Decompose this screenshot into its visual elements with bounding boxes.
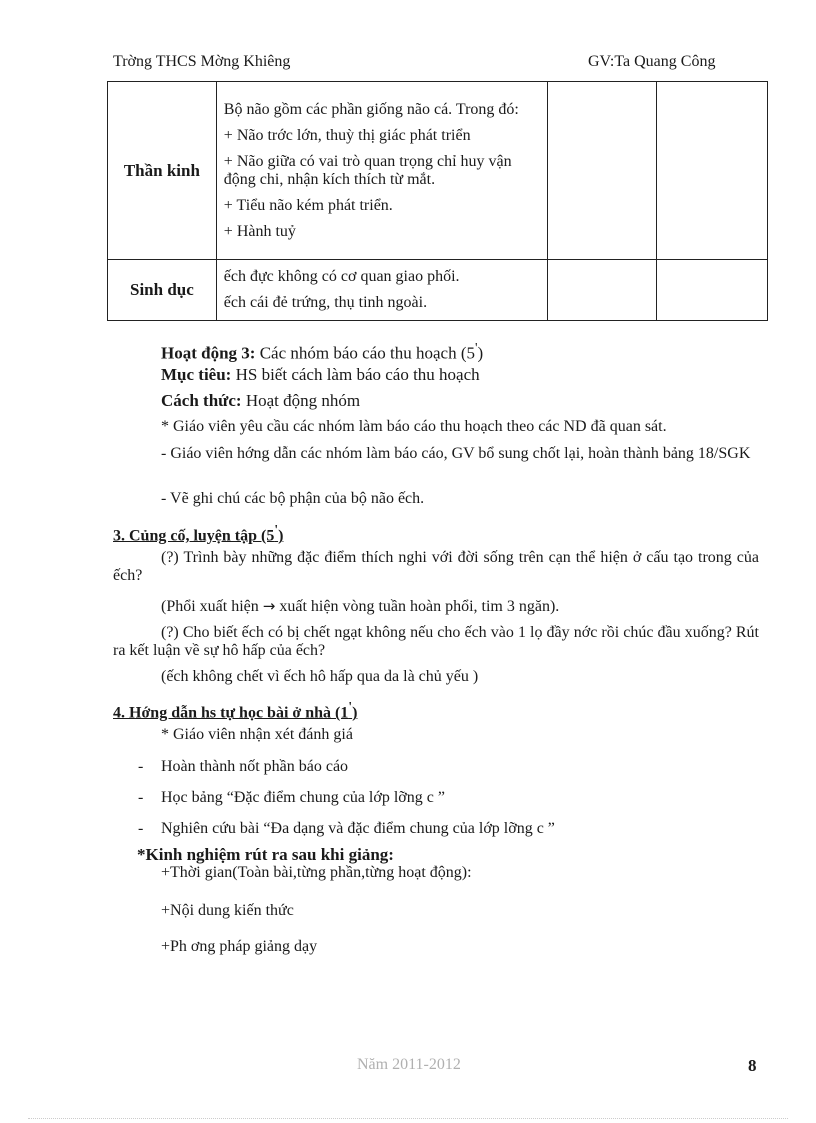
experience-line3: +Ph ơng pháp giảng dạy [161,938,318,955]
minute-mark: ' [474,340,478,356]
page-number: 8 [748,1056,757,1075]
activity3-line2: - Giáo viên hớng dẫn các nhóm làm báo cáo, GV bổ sung chốt lại, hoàn thành bảng 18/SGK [161,445,751,462]
section3-q1: (?) Trình bày những đặc điểm thích nghi với đời sống trên cạn thể hiện ở cấu tạo trong của ếch? [113,549,759,584]
experience-heading: *Kinh nghiệm rút ra sau khi giảng: [137,845,394,864]
header-teacher: GV:Ta Quang Công [588,53,716,70]
activity3-goal [161,366,480,384]
method-text: Hoạt động nhóm [241,391,361,410]
list-item [138,820,555,838]
empty-cell [656,260,767,321]
empty-cell [656,82,767,260]
activity3-method [161,392,360,410]
cell-line: + Hành tuỷ [223,222,296,240]
row-content [216,82,547,260]
section4-heading-text: 4. Hớng dẫn hs tự học bài ở nhà (1 [113,704,349,722]
section3-heading-text: 3. Củng cố, luyện tập (5 [113,527,275,545]
item-text: Hoàn thành nốt phần báo cáo [161,758,349,775]
section4-line0: * Giáo viên nhận xét đánh giá [161,726,353,743]
table-row [108,82,768,260]
footer-divider [28,1118,788,1119]
arrow-right-icon: → [262,597,276,615]
a1-end: xuất hiện vòng tuần hoàn phổi, tim 3 ngăn). [279,598,560,615]
list-item [138,789,445,807]
section3-a2: (ếch không chết vì ếch hô hấp qua da là chủ yếu ) [161,668,479,685]
paren-close: ) [278,527,284,545]
row-label: Sinh dục [108,260,217,321]
minute-mark: ' [348,699,353,714]
dash-bullet: - [138,820,144,837]
item-text: Học bảng “Đặc điểm chung của lớp lỡng c ” [161,789,445,806]
cell-line: + Tiểu não kém phát triển. [223,196,393,214]
list-item [138,758,348,776]
a1-start: (Phổi xuất hiện [161,598,259,615]
section3-heading [113,521,283,545]
cell-line: + Não trớc lớn, thuỳ thị giác phát triển [223,126,471,144]
anatomy-table [107,81,768,321]
footer-year: Năm 2011-2012 [357,1056,461,1073]
header-school: Trờng THCS Mờng Khiêng [113,53,291,70]
section3-a1 [161,597,559,616]
table-row [108,260,768,321]
item-text: Nghiên cứu bài “Đa dạng và đặc điểm chung của lớp lỡng c ” [161,820,555,837]
cell-line: ếch đực không có cơ quan giao phối. [223,268,460,285]
section3-q2: (?) Cho biết ếch có bị chết ngạt không nếu cho ếch vào 1 lọ đầy nớc rồi chúc đầu xuống? Rút ra kết luận về sự hô hấp của ếch? [113,624,759,659]
minute-mark: ' [274,522,279,537]
activity3-line3: - Vẽ ghi chú các bộ phận của bộ não ếch. [161,490,425,507]
activity3-line1: * Giáo viên yêu cầu các nhóm làm báo cáo thu hoạch theo các ND đã quan sát. [161,418,667,435]
cell-line: Bộ não gồm các phần giống não cá. Trong đó: [223,100,519,118]
cell-line: ếch cái đẻ trứng, thụ tinh ngoài. [223,294,428,311]
paren-close: ) [477,343,484,363]
row-content [216,260,547,321]
empty-cell [547,260,656,321]
dash-bullet: - [138,758,144,775]
method-label: Cách thức: [161,391,242,410]
empty-cell [547,82,656,260]
experience-line2: +Nội dung kiến thức [161,902,294,919]
paren-close: ) [352,704,358,722]
row-label: Thần kinh [108,82,217,260]
cell-line: + Não giữa có vai trò quan trọng chỉ huy vận động chi, nhận kích thích từ mắt. [223,152,512,188]
experience-line1: +Thời gian(Toàn bài,từng phần,từng hoạt động): [161,864,472,881]
activity3-label: Hoạt động 3: [161,343,256,363]
activity3-title [161,339,483,363]
section4-heading [113,698,357,722]
goal-text: HS biết cách làm báo cáo thu hoạch [231,365,480,384]
goal-label: Mục tiêu: [161,365,232,384]
activity3-text: Các nhóm báo cáo thu hoạch (5 [255,343,475,363]
dash-bullet: - [138,789,144,806]
